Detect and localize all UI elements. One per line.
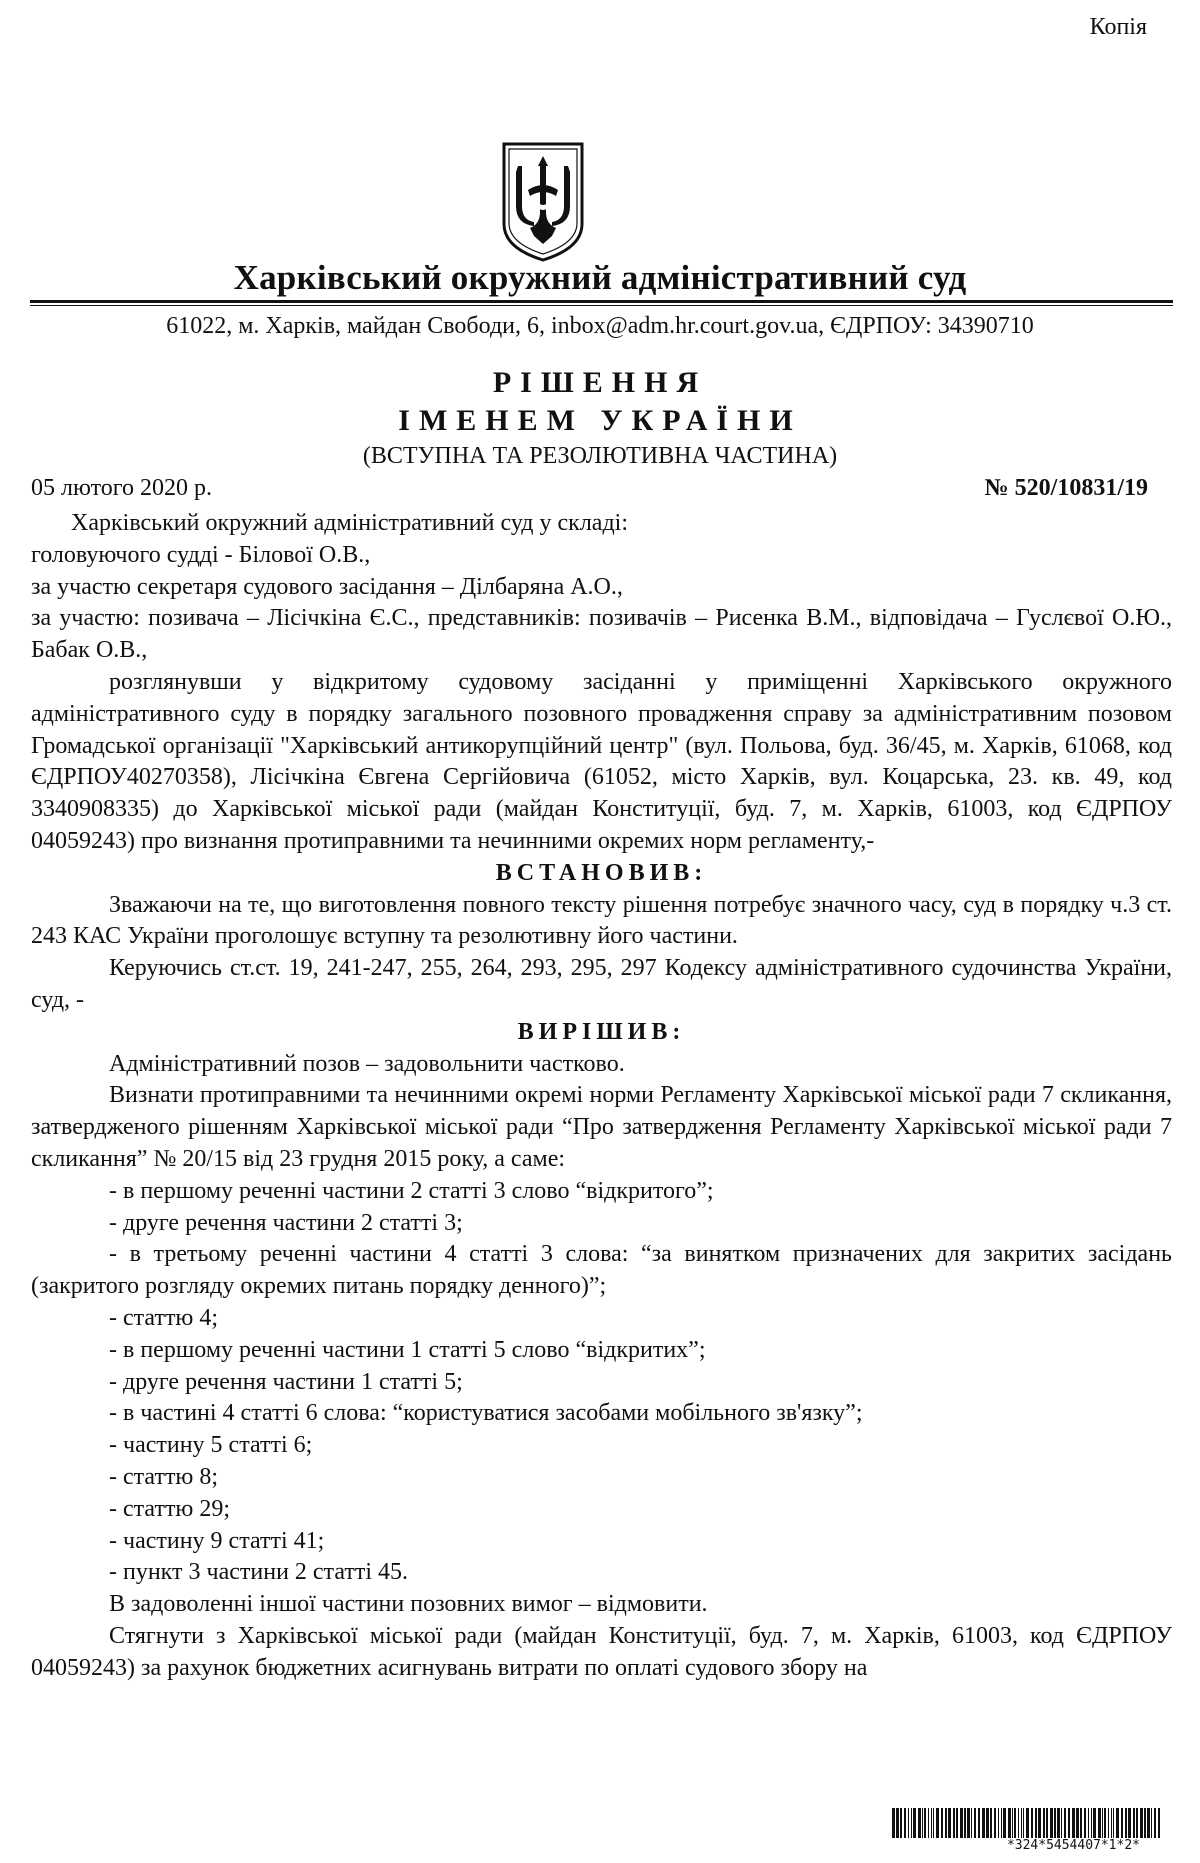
decided-list-item: - в першому реченні частини 2 статті 3 слово “відкритого”; bbox=[109, 1177, 714, 1204]
header-rule-thin bbox=[30, 305, 1173, 306]
established-paragraph: Керуючись ст.ст. 19, 241-247, 255, 264, 293, 295, 297 Кодексу адміністративного судочинства України, суд, - bbox=[31, 955, 1172, 1013]
decision-date: 05 лютого 2020 р. bbox=[31, 475, 213, 501]
header-rule bbox=[30, 300, 1173, 303]
decided-list-item: - частину 9 статті 41; bbox=[109, 1527, 325, 1554]
intro-paragraph: за участю: позивача – Лісічкіна Є.С., представників: позивачів – Рисенка В.М., відповідача – Гуслєвої О.Ю., Бабак О.В., bbox=[31, 605, 1172, 664]
decided-paragraph: Адміністративний позов – задовольнити частково. bbox=[109, 1050, 625, 1077]
document-title-line2: ІМЕНЕМ УКРАЇНИ bbox=[398, 404, 802, 437]
established-heading: ВСТАНОВИВ: bbox=[495, 859, 708, 886]
decided-paragraph: В задоволенні іншої частини позовних вимог – відмовити. bbox=[109, 1591, 708, 1618]
intro-paragraph: головуючого судді - Білової О.В., bbox=[31, 541, 371, 568]
decided-list-item: - в третьому реченні частини 4 статті 3 слова: “за винятком призначених для закритих засідань (закритого розгляду окремих питань порядку денного)”; bbox=[31, 1241, 1172, 1300]
court-address: 61022, м. Харків, майдан Свободи, 6, inbox@adm.hr.court.gov.ua, ЄДРПОУ: 34390710 bbox=[166, 313, 1034, 339]
copy-mark: Копія bbox=[1089, 14, 1147, 40]
decided-list-item: - частину 5 статті 6; bbox=[109, 1432, 313, 1459]
decided-heading: ВИРІШИВ: bbox=[517, 1018, 686, 1045]
case-number: № 520/10831/19 bbox=[984, 475, 1148, 501]
barcode-icon bbox=[892, 1808, 1162, 1838]
decided-list-item: - в першому реченні частини 1 статті 5 слово “відкритих”; bbox=[109, 1336, 706, 1363]
intro-paragraph: за участю секретаря судового засідання – Ділбаряна А.О., bbox=[31, 573, 623, 600]
intro-paragraph: Харківський окружний адміністративний суд у складі: bbox=[71, 510, 629, 536]
decided-paragraph: Стягнути з Харківської міської ради (майдан Конституції, буд. 7, м. Харків, 61003, код ЄДРПОУ 04059243) за рахунок бюджетних асигнувань витрати по оплаті судового збору на bbox=[31, 1622, 1172, 1681]
decided-list-item: - друге речення частини 2 статті 3; bbox=[109, 1209, 463, 1236]
established-paragraph: Зважаючи на те, що виготовлення повного тексту рішення потребує значного часу, суд в порядку ч.3 ст. 243 КАС України проголошує вступну та резолютивну його частини. bbox=[31, 891, 1172, 950]
decided-list-item: - статтю 8; bbox=[109, 1463, 219, 1490]
decided-paragraph: Визнати протиправними та нечинними окремі норми Регламенту Харківської міської ради 7 скликання, затвердженого рішенням Харківської міської ради “Про затвердження Регламенту Харківської міської ради 7 скликання” № 20/15 від 23 грудня 2015 року, а саме: bbox=[31, 1082, 1172, 1172]
document-subtitle: (ВСТУПНА ТА РЕЗОЛЮТИВНА ЧАСТИНА) bbox=[362, 443, 838, 469]
court-name: Харківський окружний адміністративний суд bbox=[233, 258, 967, 297]
decided-list-item: - в частині 4 статті 6 слова: “користуватися засобами мобільного зв'язку”; bbox=[109, 1400, 863, 1427]
intro-paragraph: розглянувши у відкритому судовому засіданні у приміщенні Харківського окружного адміністративного суду в порядку загального позовного провадження справу за адміністративним позовом Громадської організації "Харківський антикорупційний центр" (вул. Польова, буд. 36/45, м. Харків, 61068, код ЄДРПОУ40270358), Лісічкіна Євгена Сергійовича (61052, місто Харків, вул. Коцарська, 23. кв. 49, код 3340908335) до Харківської міської ради (майдан Конституції, буд. 7, м. Харків, 61003, код ЄДРПОУ 04059243) про визнання протиправними та нечинними окремих норм регламенту,- bbox=[31, 668, 1172, 854]
decided-list-item: - пункт 3 частини 2 статті 45. bbox=[109, 1559, 409, 1586]
barcode-text: *324*5454407*1*2* bbox=[1006, 1838, 1140, 1853]
decided-list-item: - статтю 4; bbox=[109, 1304, 219, 1331]
document-title: РІШЕННЯ bbox=[492, 366, 708, 399]
trident-coat-of-arms-icon bbox=[500, 140, 586, 264]
decided-list-item: - друге речення частини 1 статті 5; bbox=[109, 1368, 463, 1395]
decision-body bbox=[31, 508, 1172, 1684]
decided-list-item: - статтю 29; bbox=[109, 1495, 231, 1522]
